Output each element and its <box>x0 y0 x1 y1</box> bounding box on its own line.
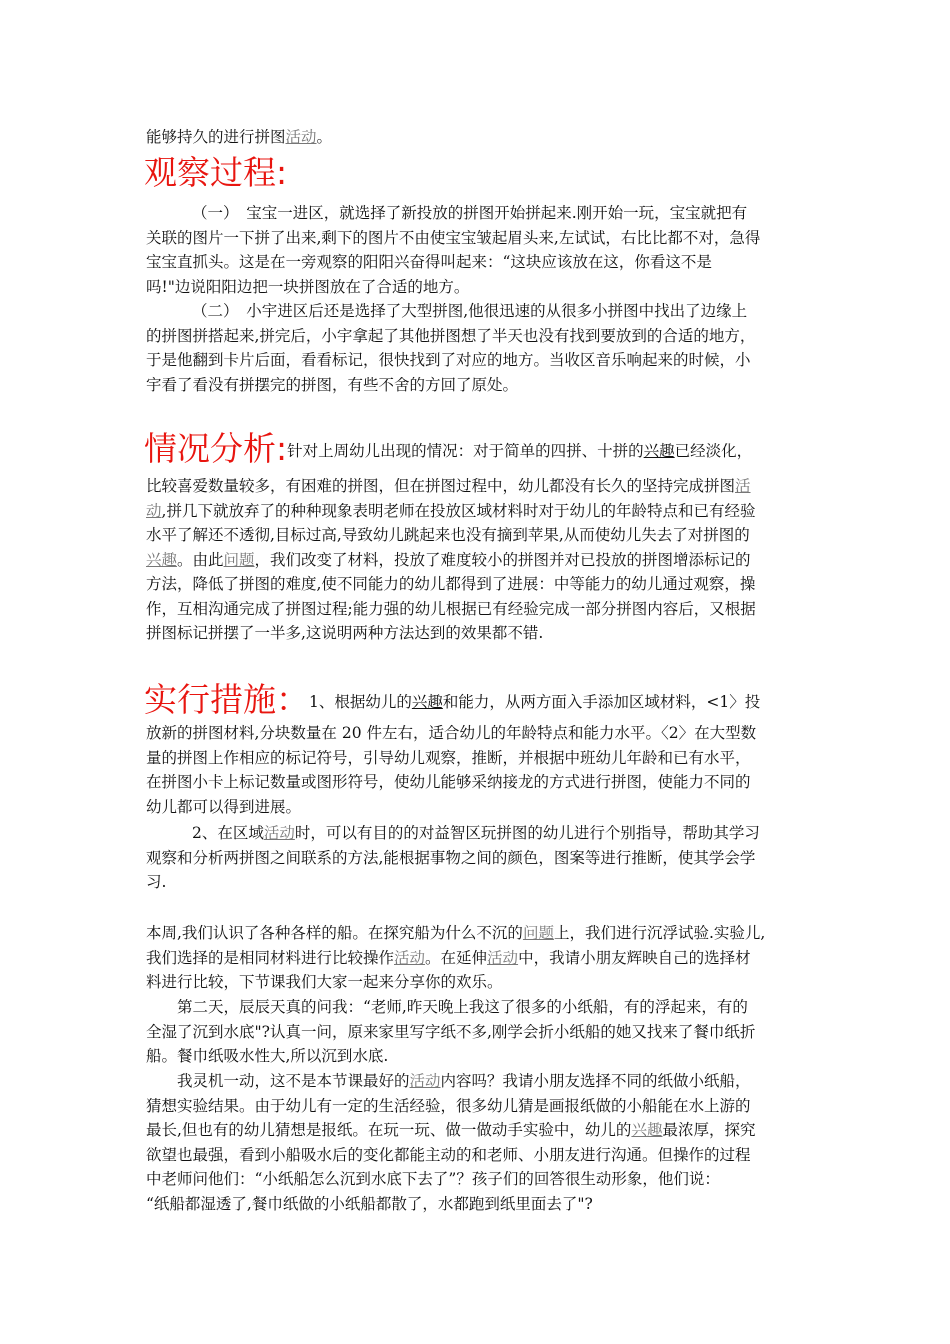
text-line: 全湿了沉到水底"?认真一问，原来家里写字纸不多,刚学会折小纸船的她又找来了餐巾纸折 <box>146 1022 756 1041</box>
text: 1、根据幼儿的 <box>309 693 412 711</box>
text-line: 中老师问他们：“小纸船怎么沉到水底下去了”？孩子们的回答很生动形象，他们说： <box>146 1170 720 1188</box>
section-heading-measures-line <box>144 680 760 722</box>
text: 能够持久的进行拼图 <box>146 128 286 146</box>
text-line: 幼儿都可以得到进展。 <box>146 797 302 816</box>
text-line: 水平了解还不透彻,目标过高,导致幼儿跳起来也没有摘到苹果,从而使幼儿失去了对拼图的 <box>146 526 750 544</box>
keyword-link[interactable]: 问题 <box>223 550 255 569</box>
text-line <box>146 499 806 524</box>
text-line: 关联的图片一下拼了出来,剩下的图片不由使宝宝皱起眉头来,左试试，右比比都不对，急得 <box>146 228 761 247</box>
text: 。由此 <box>177 550 224 569</box>
text: 比较喜爱数量较多，有困难的拼图，但在拼图过程中，幼儿都没有长久的坚持完成拼图 <box>146 477 736 495</box>
analysis-paragraph <box>146 474 806 646</box>
text-line: （一） 宝宝一进区，就选择了新投放的拼图开始拼起来.刚开始一玩，宝宝就把有 <box>192 204 748 222</box>
text: 时，可以有目的的对益智区玩拼图的幼儿进行个别指导，帮助其学习 <box>294 824 760 842</box>
text-line <box>146 548 806 573</box>
text-line: 宇看了看没有拼摆完的拼图，有些不舍的方回了原处。 <box>146 375 519 394</box>
text-line <box>146 921 806 946</box>
keyword-link[interactable]: 兴趣 <box>643 442 675 460</box>
keyword-link[interactable]: 活动 <box>394 948 426 967</box>
text: 我灵机一动，这不是本节课最好的 <box>177 1072 410 1090</box>
section-heading-analysis: 情况分析: <box>144 429 288 468</box>
text-line: 量的拼图上作相应的标记符号，引导幼儿观察，推断，并根据中班幼儿年龄和已有水平， <box>146 748 751 767</box>
text: 2、在区域 <box>192 824 264 842</box>
intro-paragraph <box>146 125 806 150</box>
keyword-link[interactable]: 活动 <box>487 948 519 967</box>
text: 。 <box>316 128 333 146</box>
text-line <box>146 1118 806 1143</box>
text-line: “纸船都湿透了,餐巾纸做的小纸船都散了，水都跑到纸里面去了"? <box>146 1194 593 1213</box>
keyword-link[interactable]: 动 <box>146 501 162 520</box>
story-paragraph-2 <box>146 995 806 1069</box>
keyword-link[interactable]: 活动 <box>285 128 317 146</box>
text-line: 欲望也最强，看到小船吸水后的变化都能主动的和老师、小朋友进行沟通。但操作的过程 <box>146 1145 751 1164</box>
text-line: 的拼图拼搭起来,拼完后，小宇拿起了其他拼图想了半天也没有找到要放到的合适的地方， <box>146 326 756 345</box>
observation-paragraph-1 <box>146 201 806 299</box>
text-line: 方法，降低了拼图的难度,使不同能力的幼儿都得到了进展：中等能力的幼儿通过观察，操 <box>146 575 756 593</box>
text-line: 猜想实验结果。由于幼儿有一定的生活经验，很多幼儿猜是画报纸做的小船能在水上游的 <box>146 1096 751 1115</box>
text-line <box>146 474 806 499</box>
text: 最浓厚，探究 <box>662 1121 756 1139</box>
text-line <box>146 1069 806 1094</box>
text-line: 料进行比较，下节课我们大家一起来分享你的欢乐。 <box>146 973 503 991</box>
text: 针对上周幼儿出现的情况：对于简单的四拼、十拼的 <box>287 442 644 460</box>
text-line <box>146 125 806 150</box>
text-line: 第二天，辰辰天真的问我：“老师,昨天晚上我这了很多的小纸船，有的浮起来，有的 <box>177 998 748 1016</box>
measures-paragraph-2 <box>146 821 806 895</box>
text-line: 船。餐巾纸吸水性大,所以沉到水底. <box>146 1047 389 1065</box>
text: 我们选择的是相同材料进行比较操作 <box>146 948 395 967</box>
keyword-link[interactable]: 问题 <box>522 924 554 942</box>
section-heading-analysis-line <box>144 429 752 471</box>
text-line: 观察和分析两拼图之间联系的方法,能根据事物之间的颜色，图案等进行推断，使其学会学 <box>146 848 756 867</box>
text: 本周,我们认识了各种各样的船。在探究船为什么不沉的 <box>146 924 523 942</box>
story-paragraph-3 <box>146 1069 806 1216</box>
text-line <box>146 946 806 971</box>
text: 中，我请小朋友辉映自己的选择材 <box>518 948 751 967</box>
text-line: 作，互相沟通完成了拼图过程;能力强的幼儿根据已有经验完成一部分拼图内容后，又根据 <box>146 599 756 618</box>
text: 已经淡化， <box>674 442 753 460</box>
measures-paragraph-1 <box>146 721 806 819</box>
section-heading-observation: 观察过程: <box>144 153 288 192</box>
keyword-link[interactable]: 活动 <box>409 1072 441 1090</box>
keyword-link[interactable]: 活动 <box>263 824 295 842</box>
text: 上，我们进行沉浮试验.实验儿, <box>553 924 766 942</box>
text-line: 于是他翻到卡片后面，看看标记，很快找到了对应的地方。当收区音乐响起来的时候，小 <box>146 351 751 369</box>
text-line: 吗!"边说阳阳边把一块拼图放在了合适的地方。 <box>146 277 470 296</box>
text-line <box>146 821 806 846</box>
text-line: 放新的拼图材料,分块数量在 20 件左右，适合幼儿的年龄特点和能力水平。〈2〉在大型数 <box>146 724 757 742</box>
text: ,拼几下就放弃了的种种现象表明老师在投放区域材料时对于幼儿的年龄特点和已有经验 <box>161 501 756 520</box>
text: 。在延伸 <box>425 948 488 967</box>
keyword-link[interactable]: 兴趣 <box>631 1121 663 1139</box>
text-line: 宝宝直抓头。这是在一旁观察的阳阳兴奋得叫起来：“这块应该放在这，你看这不是 <box>146 253 712 271</box>
keyword-link[interactable]: 兴趣 <box>146 550 178 569</box>
text-line: （二） 小宇进区后还是选择了大型拼图,他很迅速的从很多小拼图中找出了边缘上 <box>192 302 748 320</box>
keyword-link[interactable]: 兴趣 <box>411 693 443 711</box>
text: ，我们改变了材料，投放了难度较小的拼图并对已投放的拼图增添标记的 <box>254 550 751 569</box>
text: 内容吗？我请小朋友选择不同的纸做小纸船， <box>440 1072 751 1090</box>
text-line: 在拼图小卡上标记数量或图形符号，使幼儿能够采纳接龙的方式进行拼图，使能力不同的 <box>146 773 751 791</box>
text: 最长,但也有的幼儿猜想是报纸。在玩一玩、做一做动手实验中，幼儿的 <box>146 1121 632 1139</box>
text-line: 拼图标记拼摆了一半多,这说明两种方法达到的效果都不错. <box>146 624 544 642</box>
keyword-link[interactable]: 活 <box>735 477 751 495</box>
story-paragraph-1 <box>146 921 806 995</box>
observation-paragraph-2 <box>146 299 806 397</box>
text-line: 习. <box>146 873 167 891</box>
text: 和能力，从两方面入手添加区域材料，<1〉投 <box>442 693 761 711</box>
section-heading-measures: 实行措施： <box>144 680 309 719</box>
